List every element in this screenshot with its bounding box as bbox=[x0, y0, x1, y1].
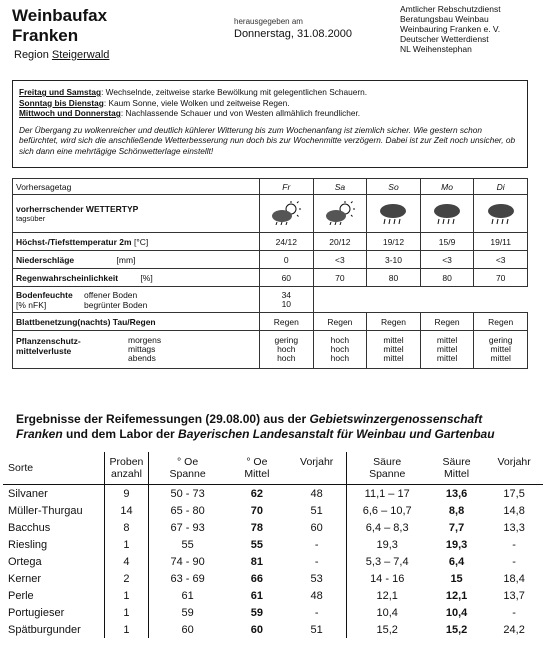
oe-range-cell: 59 bbox=[181, 606, 194, 619]
issuer-list bbox=[400, 4, 501, 54]
loss-value: hoch hoch hoch bbox=[313, 331, 367, 369]
oe-prev-cell: 48 bbox=[288, 587, 346, 604]
acid-mean-cell: 13,6 bbox=[445, 487, 468, 500]
oe-prev-cell: 48 bbox=[288, 485, 346, 503]
oe-range-cell: 61 bbox=[181, 589, 194, 602]
ripeness-table bbox=[3, 452, 543, 638]
variety-cell: Spätburgunder bbox=[8, 623, 81, 636]
samples-cell: 4 bbox=[104, 553, 149, 570]
day-sa: Sa bbox=[313, 179, 367, 195]
acid-prev-cell: 13,3 bbox=[503, 521, 525, 534]
acid-mean-cell: 7,7 bbox=[448, 521, 465, 534]
acid-prev-cell: 24,2 bbox=[503, 623, 525, 636]
samples-cell: 1 bbox=[104, 621, 149, 638]
table-row bbox=[3, 536, 543, 553]
issuer: NL Weihenstephan bbox=[400, 44, 472, 54]
acid-prev-cell: - bbox=[512, 538, 516, 551]
acid-prev-cell: 14,8 bbox=[503, 504, 525, 517]
region-name: Steigerwald bbox=[51, 49, 110, 61]
col-saeure-mittel: Säure Mittel bbox=[442, 456, 471, 480]
variety-cell: Silvaner bbox=[8, 487, 48, 500]
issuer: Amtlicher Rebschutzdienst bbox=[400, 4, 501, 14]
acid-mean-cell: 8,8 bbox=[448, 504, 465, 517]
acid-prev-cell: - bbox=[512, 555, 516, 568]
weather-line-1: Freitag und Samstag: Wechselnde, zeitweise starke Bewölkung mit gelegentlichen Schauern. bbox=[19, 87, 368, 97]
variety-cell: Riesling bbox=[8, 538, 48, 551]
acid-mean-cell: 15 bbox=[450, 572, 463, 585]
day-di: Di bbox=[474, 179, 528, 195]
oe-range-cell: 74 - 90 bbox=[170, 555, 205, 568]
samples-cell: 2 bbox=[104, 570, 149, 587]
variety-cell: Perle bbox=[8, 589, 34, 602]
loss-value: gering hoch hoch bbox=[260, 331, 314, 369]
table-row bbox=[3, 502, 543, 519]
acid-range-cell: 6,6 – 10,7 bbox=[362, 504, 412, 517]
oe-range-cell: 65 - 80 bbox=[170, 504, 205, 517]
rainprob-label: Regenwahrscheinlichkeit [%] bbox=[13, 269, 260, 287]
rain-cloud-icon bbox=[420, 195, 474, 233]
table-row bbox=[3, 485, 543, 503]
oe-mean-cell: 81 bbox=[250, 555, 263, 568]
leaf-value: Regen bbox=[367, 313, 421, 331]
precip-label: Niederschläge [mm] bbox=[13, 251, 260, 269]
oe-range-cell: 63 - 69 bbox=[170, 572, 205, 585]
precip-value: <3 bbox=[474, 251, 528, 269]
col-vorjahr-2: Vorjahr bbox=[497, 456, 531, 468]
soil-value: 34 10 bbox=[260, 287, 314, 313]
acid-range-cell: 6,4 – 8,3 bbox=[365, 521, 409, 534]
weather-line-3: Mittwoch und Donnerstag: Nachlassende Schauer und von Westen allmählich freundlicher. bbox=[19, 108, 361, 118]
temp-value: 24/12 bbox=[260, 233, 314, 251]
ripeness-title: Ergebnisse der Reifemessungen (29.08.00) aus der Gebietswinzergenossenschaft Franken und dem Labor der Bayerischen Landesanstalt für Weinbau und Gartenbau bbox=[16, 412, 495, 441]
variety-cell: Müller-Thurgau bbox=[8, 504, 83, 517]
day-so: So bbox=[367, 179, 421, 195]
acid-prev-cell: - bbox=[512, 606, 516, 619]
temp-value: 19/12 bbox=[367, 233, 421, 251]
table-row bbox=[3, 604, 543, 621]
sun-cloud-icon bbox=[313, 195, 367, 233]
oe-range-cell: 67 - 93 bbox=[170, 521, 205, 534]
table-row bbox=[3, 587, 543, 604]
rainprob-value: 80 bbox=[420, 269, 474, 287]
rain-cloud-icon bbox=[367, 195, 421, 233]
temperature-row bbox=[13, 233, 528, 251]
leaf-value: Regen bbox=[260, 313, 314, 331]
oe-prev-cell: 51 bbox=[288, 621, 346, 638]
leaf-value: Regen bbox=[474, 313, 528, 331]
weather-outlook: Der Übergang zu wolkenreicher und deutlich kühlerer Witterung bis zum Wochenanfang ist ziemlich sicher. Wie gestern schon befürchtet, wird sich die anschließende Wetterbesserung nun doch bis zur Wochenmitte verzögern. Dabei ist zur Zeit noch unsicher, ob sich dann eine mehrtägige Schönwetterlage einstellt! bbox=[19, 124, 516, 156]
table-row bbox=[3, 621, 543, 638]
leaf-label: Blattbenetzung(nachts) Tau/Regen bbox=[13, 313, 260, 331]
loss-label: Pflanzenschutz- mittelverluste morgens mittags abends bbox=[13, 331, 260, 369]
leaf-value: Regen bbox=[313, 313, 367, 331]
leaf-value: Regen bbox=[420, 313, 474, 331]
col-oe-spanne: ° Oe Spanne bbox=[169, 456, 206, 480]
variety-cell: Ortega bbox=[8, 555, 42, 568]
oe-mean-cell: 59 bbox=[250, 606, 263, 619]
region-line bbox=[14, 49, 109, 61]
col-vorjahr: Vorjahr bbox=[288, 452, 346, 485]
col-proben: Proben anzahl bbox=[104, 452, 149, 485]
precip-value: 3-10 bbox=[367, 251, 421, 269]
page-title-region: Franken bbox=[12, 26, 79, 45]
published-date: Donnerstag, 31.08.2000 bbox=[234, 28, 353, 40]
loss-value: mittel mittel mittel bbox=[367, 331, 421, 369]
rainprob-value: 70 bbox=[474, 269, 528, 287]
samples-cell: 1 bbox=[104, 587, 149, 604]
temperature-label: Höchst-/Tiefsttemperatur 2m [°C] bbox=[13, 233, 260, 251]
acid-range-cell: 15,2 bbox=[376, 623, 398, 636]
acid-mean-cell: 19,3 bbox=[445, 538, 468, 551]
acid-range-cell: 14 - 16 bbox=[370, 572, 405, 585]
oe-range-cell: 60 bbox=[181, 623, 194, 636]
table-row bbox=[3, 570, 543, 587]
published-label: herausgegeben am bbox=[234, 17, 303, 26]
oe-mean-cell: 55 bbox=[250, 538, 263, 551]
oe-mean-cell: 62 bbox=[250, 487, 263, 500]
temp-value: 20/12 bbox=[313, 233, 367, 251]
precip-row bbox=[13, 251, 528, 269]
variety-cell: Bacchus bbox=[8, 521, 51, 534]
acid-mean-cell: 10,4 bbox=[445, 606, 468, 619]
oe-mean-cell: 70 bbox=[250, 504, 263, 517]
acid-range-cell: 10,4 bbox=[376, 606, 398, 619]
table-row bbox=[3, 519, 543, 536]
weather-line-2: Sonntag bis Dienstag: Kaum Sonne, viele Wolken und zeitweise Regen. bbox=[19, 97, 290, 108]
rainprob-value: 70 bbox=[313, 269, 367, 287]
oe-prev-cell: - bbox=[288, 536, 346, 553]
weathertype-row bbox=[13, 195, 528, 233]
temp-value: 19/11 bbox=[474, 233, 528, 251]
region-label: Region bbox=[14, 49, 49, 61]
col-saeure-spanne: Säure Spanne bbox=[369, 456, 406, 480]
page-title: Weinbaufax bbox=[12, 6, 108, 25]
issuer: Beratungsbau Weinbau bbox=[400, 14, 489, 24]
weather-text-box bbox=[12, 80, 528, 168]
acid-prev-cell: 13,7 bbox=[503, 589, 525, 602]
precip-value: <3 bbox=[313, 251, 367, 269]
acid-mean-cell: 12,1 bbox=[445, 589, 468, 602]
rainprob-value: 80 bbox=[367, 269, 421, 287]
loss-value: gering mittel mittel bbox=[474, 331, 528, 369]
oe-range-cell: 55 bbox=[181, 538, 194, 551]
samples-cell: 1 bbox=[104, 604, 149, 621]
acid-prev-cell: 17,5 bbox=[503, 487, 525, 500]
issuer: Weinbauring Franken e. V. bbox=[400, 24, 501, 34]
oe-prev-cell: - bbox=[288, 553, 346, 570]
oe-mean-cell: 66 bbox=[250, 572, 263, 585]
oe-prev-cell: 51 bbox=[288, 502, 346, 519]
samples-cell: 14 bbox=[104, 502, 149, 519]
samples-cell: 8 bbox=[104, 519, 149, 536]
day-mo: Mo bbox=[420, 179, 474, 195]
temp-value: 15/9 bbox=[420, 233, 474, 251]
oe-mean-cell: 60 bbox=[250, 623, 263, 636]
precip-value: 0 bbox=[260, 251, 314, 269]
forecast-day-row bbox=[13, 179, 528, 195]
acid-prev-cell: 18,4 bbox=[503, 572, 525, 585]
day-label: Vorhersagetag bbox=[13, 179, 260, 195]
variety-cell: Portugieser bbox=[8, 606, 65, 619]
sun-cloud-icon bbox=[260, 195, 314, 233]
oe-mean-cell: 61 bbox=[250, 589, 263, 602]
oe-range-cell: 50 - 73 bbox=[170, 487, 205, 500]
oe-prev-cell: 53 bbox=[288, 570, 346, 587]
acid-mean-cell: 15,2 bbox=[445, 623, 468, 636]
precip-value: <3 bbox=[420, 251, 474, 269]
acid-mean-cell: 6,4 bbox=[448, 555, 465, 568]
col-sorte: Sorte bbox=[8, 462, 34, 474]
soil-row bbox=[13, 287, 528, 313]
soil-label: Bodenfeuchte offener Boden [% nFK] begrünter Boden bbox=[13, 287, 260, 313]
day-fr: Fr bbox=[260, 179, 314, 195]
loss-row bbox=[13, 331, 528, 369]
samples-cell: 1 bbox=[104, 536, 149, 553]
table-row bbox=[3, 553, 543, 570]
acid-range-cell: 11,1 – 17 bbox=[364, 487, 410, 500]
acid-range-cell: 19,3 bbox=[376, 538, 398, 551]
oe-prev-cell: 60 bbox=[288, 519, 346, 536]
rain-cloud-icon bbox=[474, 195, 528, 233]
weathertype-label: vorherrschender WETTERTYP tagsüber bbox=[13, 195, 260, 233]
loss-value: mittel mittel mittel bbox=[420, 331, 474, 369]
forecast-table bbox=[12, 178, 528, 369]
acid-range-cell: 12,1 bbox=[376, 589, 398, 602]
ripeness-header-row bbox=[3, 452, 543, 485]
issuer: Deutscher Wetterdienst bbox=[400, 34, 489, 44]
leaf-row bbox=[13, 313, 528, 331]
acid-range-cell: 5,3 – 7,4 bbox=[365, 555, 409, 568]
oe-mean-cell: 78 bbox=[250, 521, 263, 534]
variety-cell: Kerner bbox=[8, 572, 42, 585]
rainprob-value: 60 bbox=[260, 269, 314, 287]
oe-prev-cell: - bbox=[288, 604, 346, 621]
rainprob-row bbox=[13, 269, 528, 287]
col-oe-mittel: ° Oe Mittel bbox=[244, 456, 270, 480]
samples-cell: 9 bbox=[104, 485, 149, 503]
